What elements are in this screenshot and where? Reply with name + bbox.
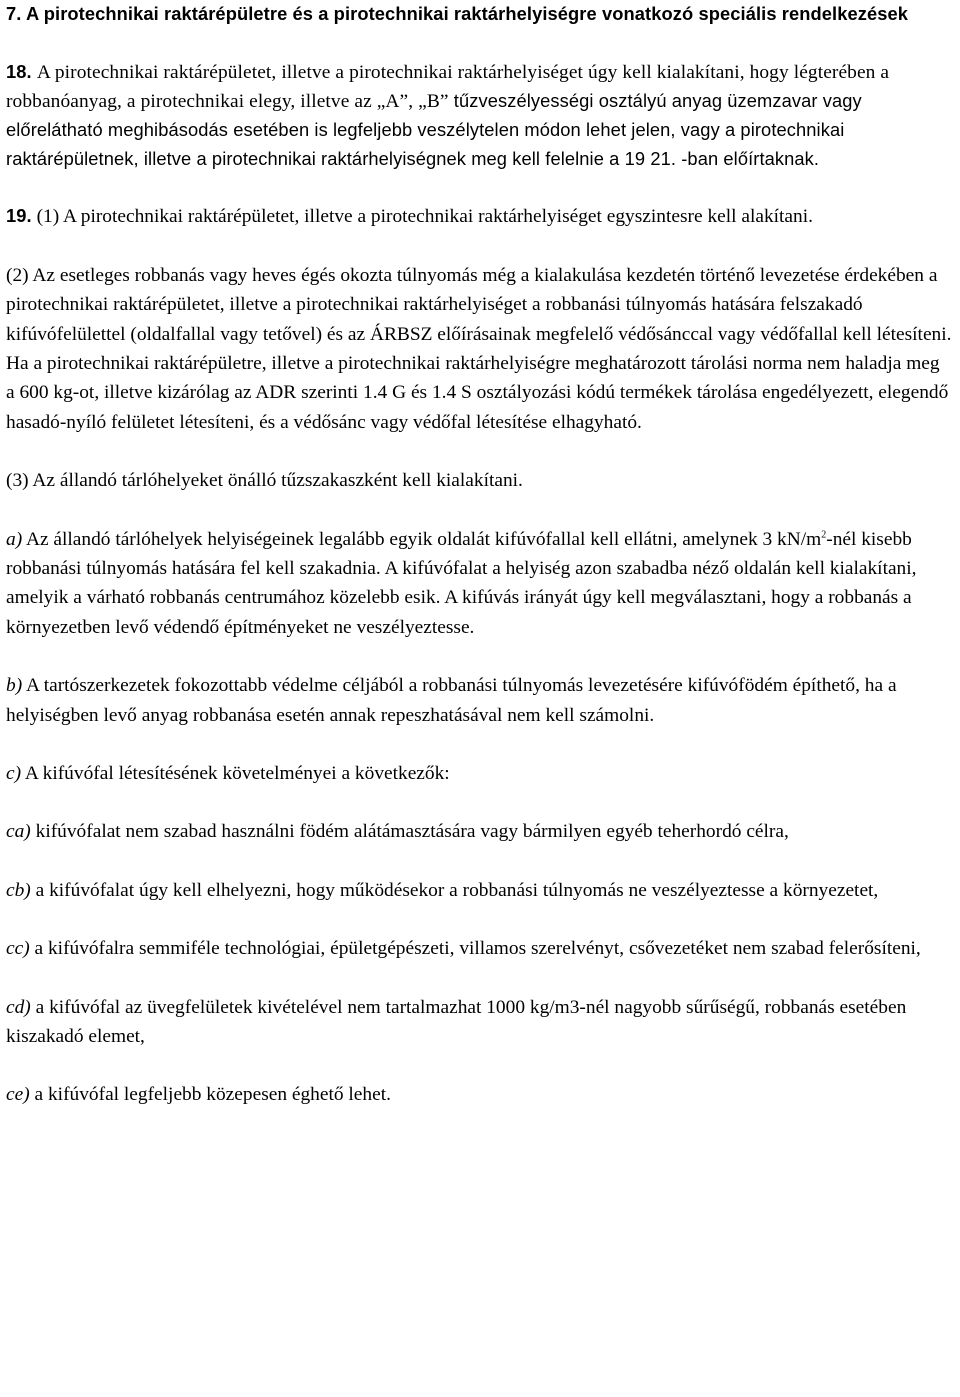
point-b — [6, 671, 952, 730]
point-cd — [6, 993, 952, 1052]
point-cc — [6, 934, 952, 963]
point-a-label: a) — [6, 528, 23, 550]
paragraph-number: 19. — [6, 205, 32, 227]
point-ca-label: ca) — [6, 821, 31, 843]
paragraph-19-1-text: (1) A pirotechnikai raktárépületet, illetve a pirotechnikai raktárhelyiséget egyszintesre kell alakítani. — [36, 206, 813, 228]
superscript: 2 — [821, 529, 827, 541]
point-c — [6, 759, 952, 788]
paragraph-19-2: (2) Az esetleges robbanás vagy heves égés okozta túlnyomás még a kialakulása kezdetén történő levezetése érdekében a pirotechnikai raktárépületet, illetve a pirotechnikai raktárhelyiséget a robbanási túlnyomás hatására felszakadó kifúvófelülettel (oldalfallal vagy tetővel) és az ÁRBSZ előírásainak megfelelő védősánccal vagy védőfallal kell létesíteni. Ha a pirotechnikai raktárépületre, illetve a pirotechnikai raktárhelyiségre meghatározott tárolási norma nem haladja meg a 600 kg-ot, illetve kizárólag az ADR szerinti 1.4 G és 1.4 S osztályozási kódú termékek tárolása engedélyezett, elegendő hasadó-nyíló felületet létesíteni, és a védősánc vagy védőfal létesítése elhagyható. — [6, 264, 952, 433]
paragraph-18-text: A pirotechnikai raktárépületet, illetve a pirotechnikai raktárhelyiséget úgy kell kialakítani, hogy légterében a robbanóanyag, a pirotechnikai elegy, illetve az „A”, „B” — [6, 61, 890, 112]
point-c-text: A kifúvófal létesítésének követelményei a következők: — [24, 763, 450, 784]
point-cb-label: cb) — [6, 879, 31, 901]
point-cc-text: a kifúvófalra semmiféle technológiai, épületgépészeti, villamos szerelvényt, csővezetéket nem szabad felerősíteni, — [34, 938, 921, 960]
point-ca-text: kifúvófalat nem szabad használni födém alátámasztására vagy bármilyen egyéb teherhordó célra, — [35, 821, 789, 843]
point-c-label: c) — [6, 763, 22, 784]
point-b-text: A tartószerkezetek fokozottabb védelme céljából a robbanási túlnyomás levezetésére kifúvófödém építhető, ha a helyiségben levő anyag robbanása esetén annak repeszhatásával nem kell számolni. — [6, 675, 897, 726]
point-a-text-cont: -nél kisebb robbanási túlnyomás hatására fel kell szakadnia. A kifúvófalat a helyiség azon szabadba néző oldalán kell kialakítani, amelyik a várható robbanás centrumához közelebb esik. A kifúvás irányát úgy kell megválasztani, hogy a robbanás a környezetben levő védendő építményeket ne veszélyeztesse. — [6, 528, 917, 638]
point-ce — [6, 1080, 952, 1109]
point-ca — [6, 817, 952, 846]
point-cd-text: a kifúvófal az üvegfelületek kivételével nem tartalmazhat 1000 kg/m3-nél nagyobb sűrűségű, robbanás esetében kiszakadó elemet, — [6, 996, 907, 1048]
point-ce-text: a kifúvófal legfeljebb közepesen éghető lehet. — [34, 1084, 391, 1106]
point-a — [6, 525, 952, 643]
point-ce-label: ce) — [6, 1084, 30, 1106]
paragraph-18-continuation: tűzveszélyességi osztályú anyag üzemzavar vagy előrelátható meghibásodás esetében is legfeljebb veszélytelen módon lehet jelen, vagy a pirotechnikai raktárépületnek, illetve a pirotechnikai raktárhelyiségnek meg kell felelnie a 19 21. — [6, 89, 862, 169]
point-b-label: b) — [6, 675, 23, 697]
paragraph-number: 18. — [6, 60, 32, 82]
paragraph-19-3: (3) Az állandó tárlóhelyeket önálló tűzszakaszként kell kialakítani. — [6, 470, 523, 492]
paragraph-18 — [6, 58, 952, 174]
paragraph-18-end: -ban előírtaknak. — [681, 147, 820, 169]
section-heading: 7. A pirotechnikai raktárépületre és a pirotechnikai raktárhelyiségre vonatkozó speciális rendelkezések — [6, 3, 909, 24]
point-a-text: Az állandó tárlóhelyek helyiségeinek legalább egyik oldalát kifúvófallal kell ellátni, amelynek 3 kN/m — [25, 528, 822, 550]
point-cb-text: a kifúvófalat úgy kell elhelyezni, hogy működésekor a robbanási túlnyomás ne veszélyeztesse a környezetet, — [35, 879, 879, 901]
point-cc-label: cc) — [6, 938, 30, 960]
paragraph-19-1 — [6, 202, 952, 231]
point-cb — [6, 876, 952, 905]
point-cd-label: cd) — [6, 996, 31, 1018]
